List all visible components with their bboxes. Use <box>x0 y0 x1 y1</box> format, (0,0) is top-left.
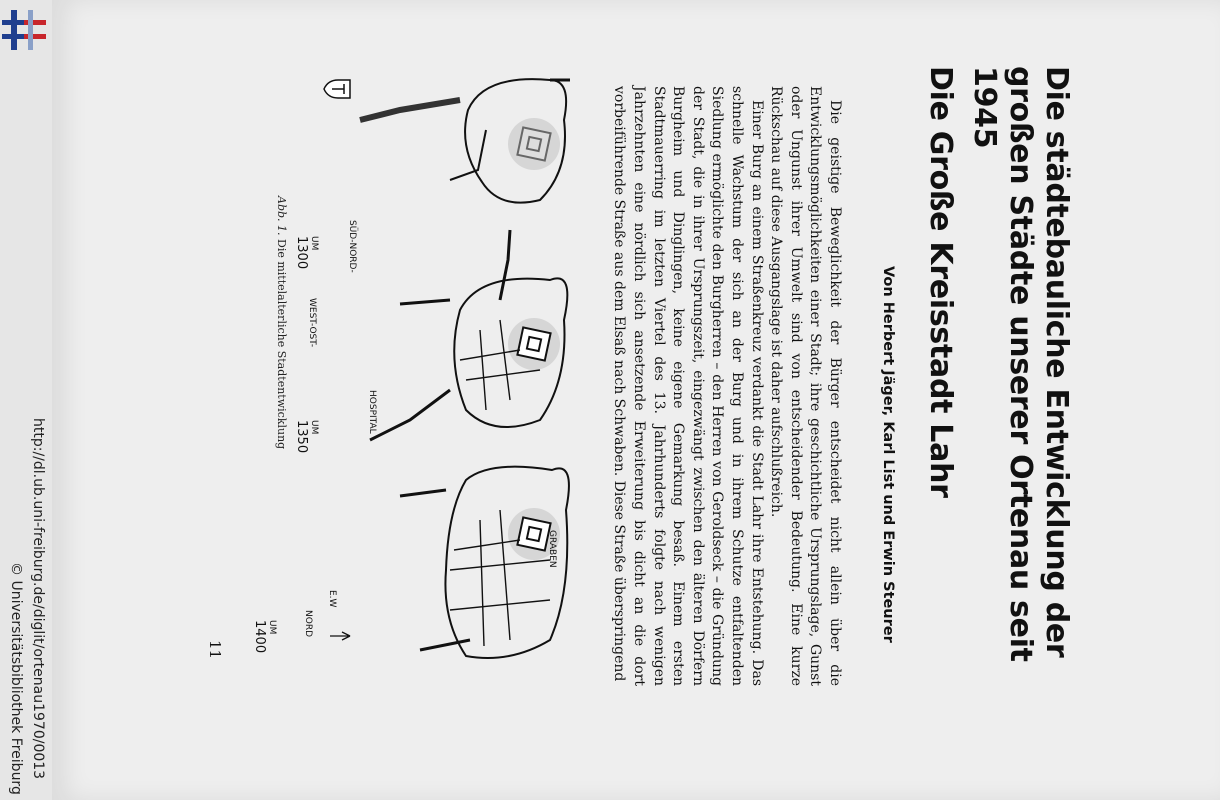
map-1400 <box>400 467 569 658</box>
body-paragraph: Die geistige Beweglichkeit der Bürger entscheidet nicht allein über die Entwicklungsmöglichkeiten einer Stadt; ihre geschichtliche Ursprungslage, Gunst oder Ungunst ihrer Umwelt sind von entscheidender Bedeutung. Eine kurze Rückschau auf diese Ausgangslage ist daher aufschlußreich. <box>768 86 843 686</box>
page-content-rotated <box>52 0 1220 800</box>
map-year-prefix: UM <box>309 420 319 435</box>
viewer-sidebar <box>0 0 52 800</box>
figure-caption <box>275 196 288 536</box>
body-paragraph: Einer Burg an einem Straßenkreuz verdankt die Stadt Lahr ihre Entstehung. Das schnelle Wachstum der sich an der Burg und in ihrem Schutze entfaltenden Siedlung ermöglichte den Burgherren – den Herren von Geroldseck – die Gründung der Stadt, die in ihrer Ursprungszeit, eingezwängt zwischen den älteren Dörfern Burgheim und Dinglingen, keine eigene Gemarkung besaß. Einem ersten Stadtmauerring im letzten Viertel des 13. Jahrhunderts folgte nach wenigen Jahrzehnten eine nördlich sich ansetzende Erweiterung bis dicht an die dort vorbeiführende Straße aus dem Elsaß nach Schwaben. Diese Straße überspringend <box>611 86 765 686</box>
map-1350 <box>370 278 567 440</box>
map-year: 1400 <box>252 620 267 654</box>
article-headline: Die städtebauliche Entwicklung der großen Städte unserer Ortenau seit 1945 <box>967 66 1074 662</box>
caption-label: Abb. 1. <box>275 196 288 236</box>
map-year-prefix: UM <box>309 236 319 251</box>
ub-freiburg-logo-icon[interactable] <box>2 6 46 56</box>
caption-text: Die mittelalterliche Stadtentwicklung <box>275 239 288 450</box>
map-year-prefix: UM <box>267 620 277 635</box>
map-year: 1350 <box>294 420 309 454</box>
article-subtitle: Die Große Kreisstadt Lahr <box>923 66 958 498</box>
map-year: 1300 <box>294 236 309 270</box>
city-development-map-figure <box>210 60 570 680</box>
road-label: WEST-OST- <box>307 298 317 348</box>
scanned-page <box>52 0 1220 800</box>
road-label: HOSPITAL <box>367 390 377 434</box>
map-1300 <box>360 79 570 300</box>
map-sign: E.W <box>327 590 337 608</box>
north-arrow-label: NORD <box>303 610 313 637</box>
page-number: 11 <box>206 640 224 660</box>
copyright-notice: © Universitätsbibliothek Freiburg <box>8 562 24 795</box>
coat-of-arms-icon <box>324 80 350 98</box>
north-arrow-icon <box>330 632 350 640</box>
article-body <box>609 86 844 686</box>
article-authors: Von Herbert Jäger, Karl List und Erwin Steurer <box>880 266 896 643</box>
document-url[interactable]: http://dl.ub.uni-freiburg.de/diglit/ortenau1970/0013 <box>30 418 46 780</box>
road-label: GRABEN <box>547 530 557 568</box>
road-label: SÜD-NORD- <box>347 220 357 273</box>
